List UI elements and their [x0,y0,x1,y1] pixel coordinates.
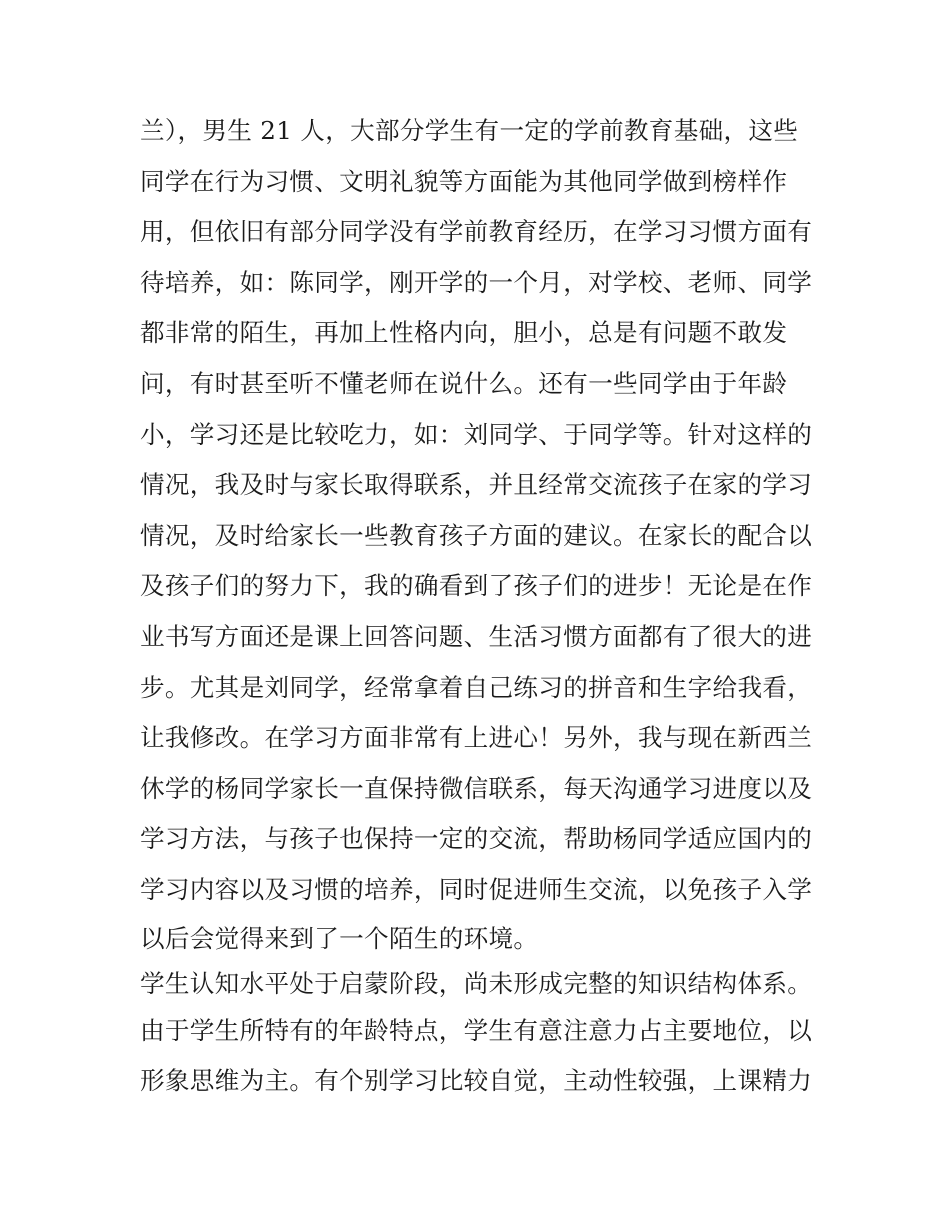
text-line: 问，有时甚至听不懂老师在说什么。还有一些同学由于年龄 [140,368,788,398]
text-line: 学习方法，与孩子也保持一定的交流，帮助杨同学适应国内的 [140,824,813,854]
text-line: 情况，及时给家长一些教育孩子方面的建议。在家长的配合以 [140,520,813,550]
text-line: 学习内容以及习惯的培养，同时促进师生交流，以免孩子入学 [140,874,813,904]
text-line: 及孩子们的努力下，我的确看到了孩子们的进步！无论是在作 [140,571,813,601]
text-line: 小，学习还是比较吃力，如：刘同学、于同学等。针对这样的 [140,419,813,449]
text-line: 同学在行为习惯、文明礼貌等方面能为其他同学做到榜样作 [140,166,788,196]
text-line: 以后会觉得来到了一个陌生的环境。 [140,923,539,953]
text-line: 兰），男生 21 人，大部分学生有一定的学前教育基础，这些 [140,116,799,145]
text-line: 步。尤其是刘同学，经常拿着自己练习的拼音和生字给我看， [140,672,813,702]
text-line: 休学的杨同学家长一直保持微信联系，每天沟通学习进度以及 [140,773,813,803]
body-text [140,106,820,1107]
text-line: 形象思维为主。有个别学习比较自觉，主动性较强，上课精力 [140,1066,813,1096]
text-line: 让我修改。在学习方面非常有上进心！另外，我与现在新西兰 [140,723,813,753]
paragraph-start-line: 学生认知水平处于启蒙阶段，尚未形成完整的知识结构体系。 [140,968,813,998]
text-line: 都非常的陌生，再加上性格内向，胆小，总是有问题不敢发 [140,318,788,348]
text-line: 待培养，如：陈同学，刚开学的一个月，对学校、老师、同学 [140,267,813,297]
text-line: 情况，我及时与家长取得联系，并且经常交流孩子在家的学习 [140,470,813,500]
text-line: 业书写方面还是课上回答问题、生活习惯方面都有了很大的进 [140,621,813,651]
text-line: 用，但依旧有部分同学没有学前教育经历，在学习习惯方面有 [140,217,813,247]
text-line: 由于学生所特有的年龄特点，学生有意注意力占主要地位，以 [140,1015,813,1045]
